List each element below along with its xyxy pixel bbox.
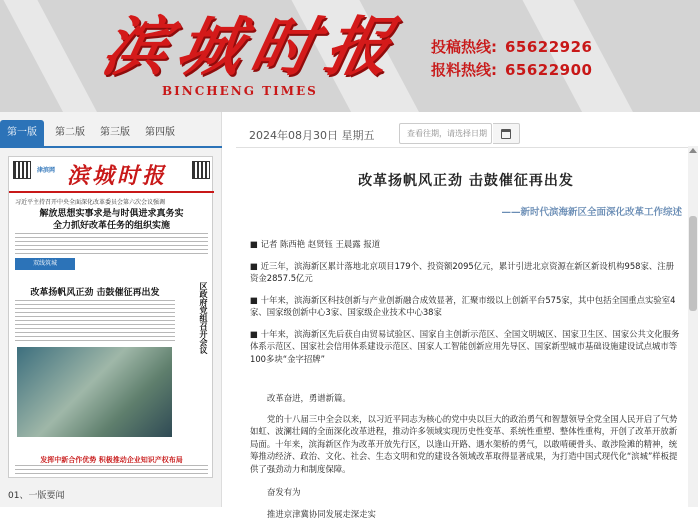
hotline-submission — [431, 36, 593, 57]
thumbnail-text-block — [15, 233, 208, 257]
article-panel — [223, 112, 700, 519]
tab-edition-2[interactable]: 第二版 — [55, 127, 85, 138]
article-paragraph: 改革奋进，勇谱新篇。 — [267, 393, 351, 403]
tab-edition-4[interactable]: 第四版 — [145, 127, 175, 138]
tabs-underline — [0, 146, 222, 148]
hotline-label: 投稿热线: — [431, 38, 497, 56]
thumbnail-headline[interactable]: 解放思想实事求是与时俱进求真务实 — [39, 209, 184, 219]
calendar-icon — [501, 129, 511, 139]
article-paragraph: 党的十八届三中全会以来，以习近平同志为核心的党中央以巨大的政治勇气和智慧领导全党全国人民开启了气势如虹、波澜壮阔的全面深化改革进程，推动许多领域实现历史性变革、系统性重塑、整体性重构，开创了改革开放新局面。十年来，滨海新区作为改革开放先行区，以逢山开路、遇水架桥的勇气，以敢啃硬骨头、敢涉险滩的精神，统筹推动经济、政治、文化、社会、生态文明和党的建设各领域改革取得显著成果，为打造中国式现代化“滨城”样板提供了强劲动力和制度保障。 — [250, 414, 678, 474]
scroll-up-arrow-icon[interactable] — [689, 148, 697, 153]
qr-code-icon — [13, 161, 31, 179]
article-body — [250, 170, 682, 519]
thumbnail-section-label: 双线筑城 — [15, 258, 75, 270]
article-scrollbar[interactable] — [688, 146, 698, 507]
article-subtitle: ——新时代滨海新区全面深化改革工作综述 — [501, 207, 682, 218]
article-highlight: ■ 十年来，滨海新区科技创新与产业创新融合成效显著，汇聚市级以上创新平台575家，其中包括全国重点实验室4家、国家级创新中心3家、国家级企业技术中心38家 — [250, 295, 676, 318]
thumbnail-headline[interactable]: 发挥中新合作优势 积极推动企业知识产权布局 — [40, 456, 183, 464]
thumbnail-text-block — [15, 300, 175, 344]
thumbnail-headline[interactable]: 改革扬帆风正劲 击鼓催征再出发 — [30, 288, 160, 298]
site-header — [0, 0, 700, 112]
page-thumbnail[interactable] — [8, 156, 213, 478]
tab-edition-3[interactable]: 第三版 — [100, 127, 130, 138]
date-picker-input[interactable]: 查看往期，请选择日期 — [399, 123, 492, 144]
toc-item[interactable]: 01、一版要闻 — [8, 491, 65, 501]
thumbnail-photo — [17, 347, 172, 437]
calendar-button[interactable] — [493, 123, 520, 144]
hotline-tipoff — [431, 59, 593, 80]
date-bar — [236, 122, 690, 148]
article-byline: ■ 记者 陈西艳 赵贤钰 王晨露 报道 — [250, 239, 381, 249]
article-section-heading: 奋发有为 — [267, 487, 301, 497]
thumbnail-vertical-headline[interactable]: 区政府党组召开会议 — [199, 282, 208, 354]
qr-code-icon — [192, 161, 210, 179]
thumbnail-logo: 津滨网 — [37, 167, 56, 174]
article-highlight: ■ 近三年，滨海新区累计落地北京项目179个、投资额2095亿元，累计引进北京资源在新区新设机构958家、注册资金2857.5亿元 — [250, 261, 674, 284]
masthead-logo: 滨城时报 — [96, 10, 409, 85]
thumbnail-header — [9, 157, 214, 193]
issue-date: 2024年08月30日 星期五 — [249, 129, 375, 142]
article-highlight: ■ 十年来，滨海新区先后获自由贸易试验区、国家自主创新示范区、全国文明城区、国家卫生区、国家公共文化服务体系示范区、国家社会信用体系建设示范区、国家人工智能创新应用先导区、国家新型城市基础设施建设试点城市等100多块“金字招牌” — [250, 329, 680, 364]
tab-edition-1[interactable]: 第一版 — [0, 120, 44, 146]
scroll-thumb[interactable] — [689, 216, 697, 311]
masthead-subtitle: BINCHENG TIMES — [162, 84, 318, 98]
article-section-heading: 推进京津冀协同发展走深走实 — [267, 509, 376, 519]
article-title: 改革扬帆风正劲 击鼓催征再出发 — [358, 173, 574, 189]
hotline-label: 报料热线: — [431, 61, 497, 79]
edition-tabs — [0, 120, 222, 148]
edition-panel — [0, 112, 222, 507]
hotline-number: 65622926 — [505, 38, 593, 56]
hotline-number: 65622900 — [505, 61, 593, 79]
thumbnail-masthead: 滨城时报 — [67, 163, 168, 189]
thumbnail-headline[interactable]: 全力抓好改革任务的组织实施 — [52, 221, 170, 231]
thumbnail-text-block — [15, 465, 208, 477]
thumbnail-kicker: 习近平主持召开中央全面深化改革委员会第六次会议强调 — [15, 199, 166, 206]
